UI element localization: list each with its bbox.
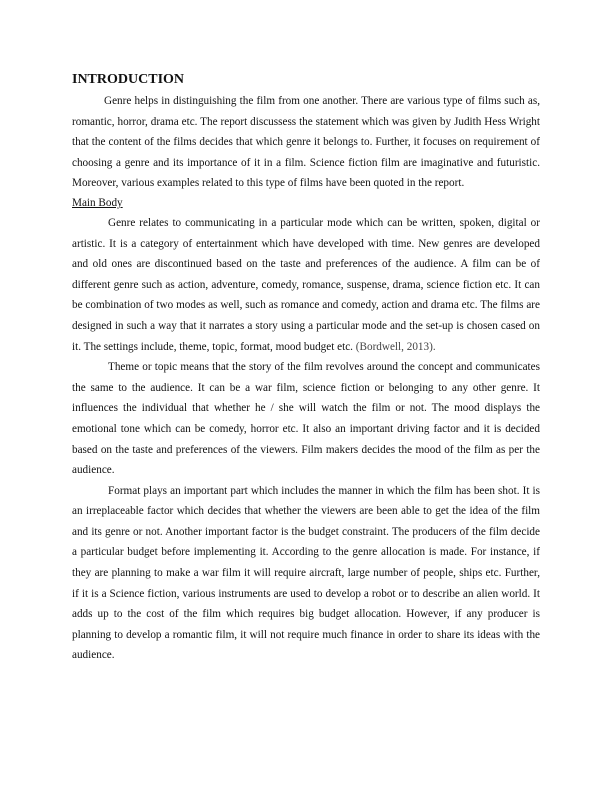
body-paragraph-1-text: Genre relates to communicating in a particular mode which can be written, spoken, digital or artistic. It is a category of entertainment which have developed with time. New genres are developed and old ones are discontinued based on the taste and preferences of the audience. A film can be of different genre such as action, adventure, comedy, romance, suspense, drama, science fiction etc. It can be combination of two modes as well, such as romance and comedy, action and drama etc. The films are designed in such a way that it narrates a story using a particular mode and the set-up is chosen cased on it. The settings include, theme, topic, format, mood budget etc. [72, 216, 540, 353]
body-paragraph-3: Format plays an important part which includes the manner in which the film has been shot. It is an irreplaceable factor which decides that whether the viewers are been able to get the idea of the film and its genre or not. Another important factor is the budget constraint. The producers of the film decide a particular budget before implementing it. According to the genre allocation is made. For instance, if they are planning to make a war film it will require aircraft, large number of people, ships etc. Further, if it is a Science fiction, various instruments are used to develop a robot or to describe an alien world. It adds up to the cost of the film which requires big budget allocation. However, if any producer is planning to develop a romantic film, it will not require much finance in order to share its ideas with the audience. [72, 484, 540, 662]
intro-paragraph: Genre helps in distinguishing the film from one another. There are various type of films such as, romantic, horror, drama etc. The report discussess the statement which was given by Judith Hess Wright that the content of the films decides that which genre it belongs to. Further, it focuses on requirement of choosing a genre and its importance of it in a film. Science fiction film are imaginative and futuristic. Moreover, various examples related to this type of films have been quoted in the report. [72, 95, 540, 190]
document-body [72, 70, 540, 666]
citation: (Bordwell, 2013). [355, 340, 436, 353]
body-paragraph-2: Theme or topic means that the story of the film revolves around the concept and communicates the same to the audience. It can be a war film, science fiction or belonging to any other genre. It influences the individual that whether he / she will watch the film or not. The mood displays the emotional tone which can be comedy, horror etc. It also an important driving factor and it is decided based on the taste and preferences of the viewers. Film makers decides the mood of the film as per the audience. [72, 361, 540, 477]
page-title: INTRODUCTION [72, 72, 185, 87]
main-body-heading: Main Body [72, 196, 123, 209]
body-paragraph-1 [72, 213, 540, 357]
